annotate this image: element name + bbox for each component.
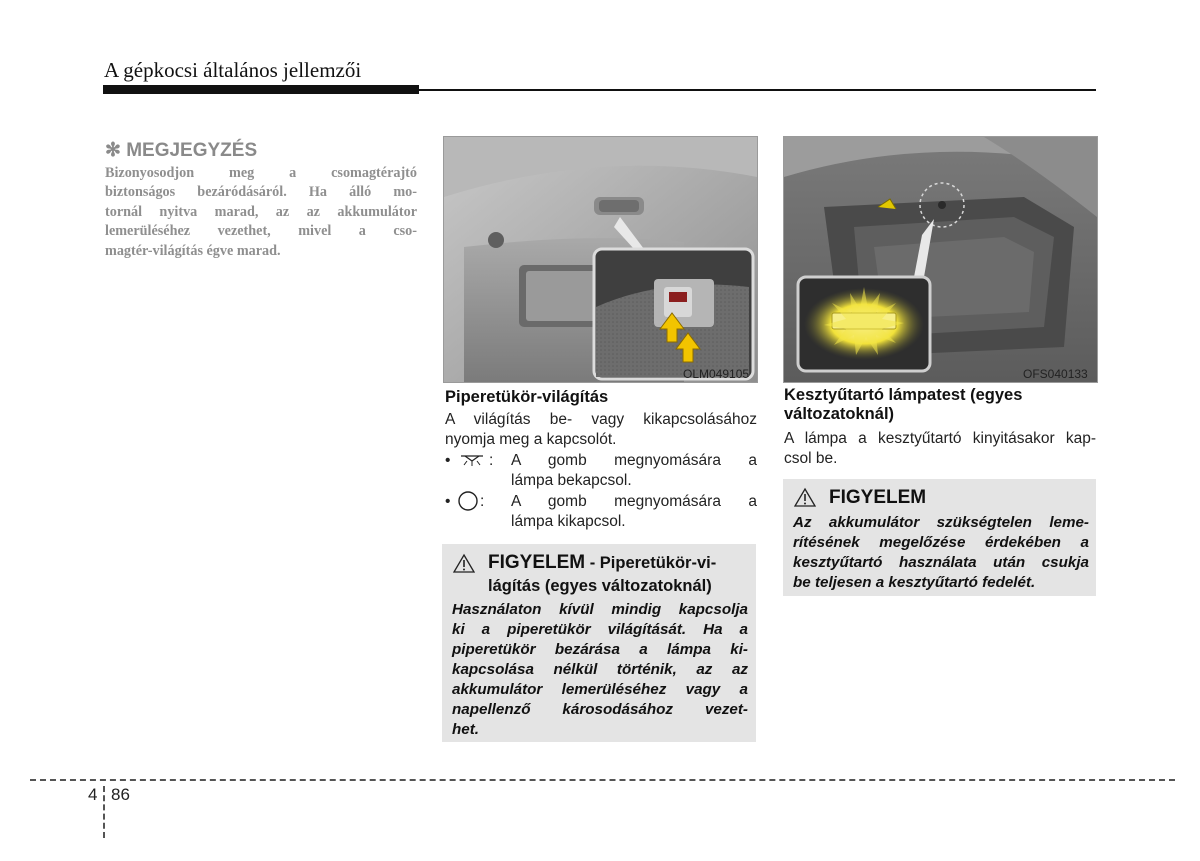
note-line: Bizonyosodjon meg a csomagtérajtó bbox=[105, 165, 417, 181]
image-code: OLM049105 bbox=[683, 367, 750, 381]
bullet-item bbox=[445, 451, 757, 491]
glove-box-photo bbox=[783, 136, 1098, 383]
text-line: be teljesen a kesztyűtartó fedelét. bbox=[793, 574, 1036, 591]
warning-title bbox=[488, 552, 750, 574]
section-heading bbox=[784, 386, 1096, 424]
text-line: lámpa kikapcsol. bbox=[511, 512, 626, 530]
text-line: nyomja meg a kapcsolót. bbox=[445, 430, 617, 448]
running-header: A gépkocsi általános jellemzői bbox=[104, 58, 362, 82]
note-line: tornál nyitva marad, az az akkumulátor bbox=[105, 203, 417, 220]
text-line: csol be. bbox=[784, 449, 838, 467]
text-line: lámpa bekapcsol. bbox=[511, 471, 632, 489]
page-number: 86 bbox=[111, 785, 130, 804]
text-line: A világítás be- vagy kikapcsolásához bbox=[445, 411, 757, 428]
text-line: akkumulátor lemerüléséhez vagy a bbox=[452, 681, 748, 698]
text-line: kesztyűtartó használata után csukja bbox=[793, 554, 1089, 571]
note-line: lemerüléséhez vezethet, mivel a cso- bbox=[105, 223, 417, 240]
header-rule bbox=[419, 89, 1096, 91]
warning-body bbox=[452, 600, 748, 740]
bullet-text bbox=[511, 492, 757, 531]
text-line: Használaton kívül mindig kapcsolja bbox=[452, 601, 748, 618]
warning-body bbox=[793, 513, 1089, 593]
image-code: OFS040133 bbox=[1023, 367, 1088, 381]
note-title: ✻ MEGJEGYZÉS bbox=[105, 140, 258, 161]
section-text bbox=[784, 429, 1096, 468]
note-body bbox=[105, 164, 417, 261]
text-line: A gomb megnyomására a bbox=[511, 452, 757, 469]
warning-box bbox=[442, 544, 756, 742]
footer-rule bbox=[30, 779, 1175, 781]
section-heading: Piperetükör-világítás bbox=[445, 388, 609, 406]
bullet-item bbox=[445, 492, 757, 532]
heading-line: Kesztyűtartó lámpatest (egyes bbox=[784, 386, 1023, 404]
text-line: A lámpa a kesztyűtartó kinyitásakor kap- bbox=[784, 430, 1096, 447]
warning-title: FIGYELEM bbox=[829, 487, 927, 508]
bullet-text bbox=[511, 451, 757, 490]
note-line: biztonságos bezáródásáról. Ha álló mo- bbox=[105, 184, 417, 201]
note-line: magtér-világítás égve marad. bbox=[105, 242, 281, 259]
text-line: napellenző károsodásához vezet- bbox=[452, 701, 748, 718]
text-line: kapcsolása nélkül történik, az az bbox=[452, 661, 748, 678]
section-number: 4 bbox=[88, 785, 98, 804]
warning-icon bbox=[794, 487, 816, 507]
warning-icon bbox=[453, 553, 475, 573]
warning-box bbox=[783, 479, 1096, 596]
heading-line: változatoknál) bbox=[784, 405, 895, 423]
warning-subtitle: - Piperetükör-vi- bbox=[585, 554, 717, 572]
lamp-on-icon bbox=[459, 453, 485, 467]
bullet-symbol: • : bbox=[445, 492, 507, 512]
text-line: Az akkumulátor szükségtelen leme- bbox=[793, 514, 1089, 531]
footer-divider bbox=[103, 786, 105, 838]
text-line: A gomb megnyomására a bbox=[511, 493, 757, 510]
section-text bbox=[445, 410, 757, 449]
text-line: het. bbox=[452, 721, 480, 738]
header-bar bbox=[103, 85, 419, 94]
warning-subtitle: lágítás (egyes változatoknál) bbox=[488, 577, 712, 595]
text-line: ki a piperetükör világítását. Ha a bbox=[452, 621, 748, 638]
lamp-off-icon bbox=[457, 490, 479, 512]
text-line: rítésének megelőzése érdekében a bbox=[793, 534, 1089, 551]
vanity-mirror-photo bbox=[443, 136, 758, 383]
bullet-symbol: • : bbox=[445, 452, 494, 469]
text-line: piperetükör bezárása a lámpa ki- bbox=[452, 641, 748, 658]
warning-label: FIGYELEM bbox=[488, 552, 586, 573]
